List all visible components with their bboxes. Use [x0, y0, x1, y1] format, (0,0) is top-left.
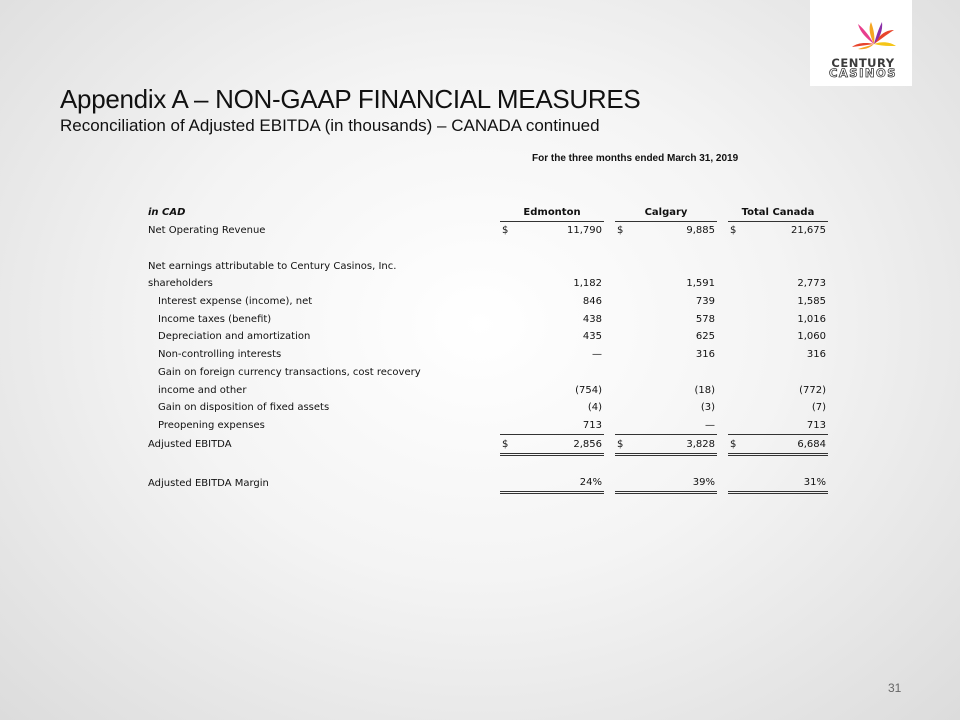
- cell-value: 846: [582, 296, 602, 308]
- ebitda-reconciliation-table: [148, 203, 828, 494]
- cell-value: 438: [582, 313, 602, 325]
- column-header-total-canada: Total Canada: [728, 203, 828, 222]
- row-label: Non-controlling interests: [158, 349, 282, 361]
- currency-symbol: [500, 346, 514, 364]
- currency-symbol: [615, 328, 629, 346]
- cell-value: [514, 257, 604, 275]
- logo-text-casinos: CASINOS: [828, 66, 898, 80]
- currency-symbol: [615, 310, 629, 328]
- cell-value: 2,773: [797, 278, 826, 290]
- cell-value: 2,856: [514, 435, 604, 455]
- page-number: 31: [888, 681, 902, 695]
- currency-symbol: $: [500, 435, 514, 455]
- cell-value: 316: [695, 349, 715, 361]
- row-label: Adjusted EBITDA Margin: [148, 477, 269, 489]
- table-row: [148, 417, 828, 435]
- currency-symbol: $: [502, 225, 509, 237]
- table-row: [148, 328, 828, 346]
- cell-value: 11,790: [567, 225, 602, 237]
- currency-symbol: [500, 381, 514, 399]
- currency-symbol: $: [730, 225, 737, 237]
- logo-text-century: CENTURY: [831, 56, 895, 70]
- currency-symbol: $: [728, 435, 742, 455]
- spacer-row: [148, 454, 828, 473]
- currency-symbol: [500, 399, 514, 417]
- page-subtitle: Reconciliation of Adjusted EBITDA (in thousands) – CANADA continued: [60, 116, 600, 135]
- cell-value: 713: [514, 417, 604, 435]
- currency-symbol: [728, 417, 742, 435]
- table-row: [148, 381, 828, 399]
- row-label: Net earnings attributable to Century Casinos, Inc.: [148, 260, 397, 272]
- currency-symbol: [728, 328, 742, 346]
- currency-symbol: [500, 310, 514, 328]
- table-row: [148, 293, 828, 311]
- row-label: Adjusted EBITDA: [148, 439, 232, 451]
- column-header-calgary: Calgary: [615, 203, 717, 222]
- row-label: Preopening expenses: [158, 420, 265, 432]
- currency-symbol: [728, 399, 742, 417]
- table-row: [148, 346, 828, 364]
- table-row: [148, 435, 828, 455]
- currency-symbol: [615, 417, 629, 435]
- column-header-edmonton: Edmonton: [500, 203, 604, 222]
- cell-value: (18): [694, 384, 715, 396]
- cell-value: (4): [587, 402, 602, 414]
- cell-value: 1,060: [797, 331, 826, 343]
- cell-value: [742, 364, 828, 382]
- row-label: income and other: [158, 384, 247, 396]
- cell-value: 1,182: [573, 278, 602, 290]
- table-row: [148, 364, 828, 382]
- currency-symbol: [500, 293, 514, 311]
- currency-symbol: [500, 474, 514, 493]
- cell-value: 31%: [742, 474, 828, 493]
- currency-symbol: [615, 474, 629, 493]
- row-label: Depreciation and amortization: [158, 331, 311, 343]
- currency-symbol: [615, 293, 629, 311]
- currency-symbol: $: [617, 225, 624, 237]
- cell-value: —: [592, 349, 602, 361]
- currency-symbol: [500, 417, 514, 435]
- cell-value: 1,016: [797, 313, 826, 325]
- cell-value: 578: [695, 313, 715, 325]
- row-label: Interest expense (income), net: [158, 296, 313, 308]
- row-label: shareholders: [148, 278, 213, 290]
- cell-value: 1,585: [797, 296, 826, 308]
- currency-symbol: [500, 328, 514, 346]
- cell-value: 625: [695, 331, 715, 343]
- cell-value: (3): [700, 402, 715, 414]
- currency-symbol: [500, 275, 514, 293]
- currency-symbol: [728, 474, 742, 493]
- cell-value: 739: [695, 296, 715, 308]
- row-label: Income taxes (benefit): [158, 313, 272, 325]
- currency-symbol: [728, 381, 742, 399]
- cell-value: [514, 364, 604, 382]
- cell-value: 435: [582, 331, 602, 343]
- cell-value: 21,675: [791, 225, 826, 237]
- row-label: Gain on foreign currency transactions, cost recovery: [158, 366, 421, 378]
- currency-symbol: [615, 257, 629, 275]
- cell-value: 39%: [629, 474, 717, 493]
- cell-value: [742, 257, 828, 275]
- page-title: Appendix A – NON-GAAP FINANCIAL MEASURES: [60, 84, 641, 114]
- row-label: Net Operating Revenue: [148, 225, 266, 237]
- cell-value: (772): [799, 384, 826, 396]
- table-row: [148, 275, 828, 293]
- cell-value: [629, 257, 717, 275]
- row-label: Gain on disposition of fixed assets: [158, 402, 330, 414]
- period-header: For the three months ended March 31, 2019: [532, 153, 739, 164]
- table-header-row: [148, 203, 828, 222]
- table-row: [148, 474, 828, 493]
- currency-symbol: $: [615, 435, 629, 455]
- table-row: [148, 222, 828, 240]
- cell-value: (754): [575, 384, 602, 396]
- spacer-row: [148, 240, 828, 258]
- cell-value: 6,684: [742, 435, 828, 455]
- cell-value: 24%: [514, 474, 604, 493]
- table-row: [148, 257, 828, 275]
- cell-value: 316: [806, 349, 826, 361]
- cell-value: 1,591: [686, 278, 715, 290]
- cell-value: 713: [742, 417, 828, 435]
- table-row: [148, 310, 828, 328]
- cell-value: 9,885: [686, 225, 715, 237]
- currency-symbol: [728, 275, 742, 293]
- currency-symbol: [615, 381, 629, 399]
- currency-symbol: [615, 275, 629, 293]
- currency-symbol: [728, 346, 742, 364]
- currency-symbol: [728, 310, 742, 328]
- table-row: [148, 399, 828, 417]
- currency-symbol: [728, 364, 742, 382]
- currency-symbol: [615, 364, 629, 382]
- cell-value: 3,828: [629, 435, 717, 455]
- cell-value: [629, 364, 717, 382]
- cell-value: (7): [811, 402, 826, 414]
- currency-symbol: [615, 399, 629, 417]
- currency-symbol: [728, 257, 742, 275]
- currency-label: in CAD: [148, 206, 186, 218]
- currency-symbol: [500, 364, 514, 382]
- currency-symbol: [500, 257, 514, 275]
- currency-symbol: [615, 346, 629, 364]
- currency-symbol: [728, 293, 742, 311]
- cell-value: —: [629, 417, 717, 435]
- century-casinos-logo: [810, 0, 912, 86]
